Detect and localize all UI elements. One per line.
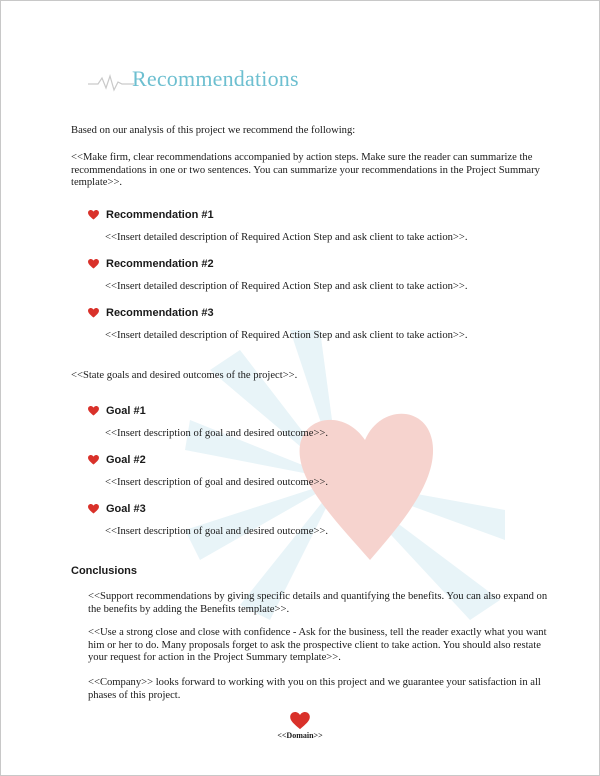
recommendations-instruction: <<Make firm, clear recommendations accompanied by action steps. Make sure the reader can summarize the recommendations in one or two sentences. You can summarize your recommendations in the Project Summary template>>. (71, 152, 540, 189)
intro-text: Based on our analysis of this project we recommend the following: (71, 125, 356, 136)
goal-label: Goal #3 (106, 503, 146, 515)
recommendation-description: <<Insert detailed description of Required Action Step and ask client to take action>>. (105, 281, 468, 292)
heart-icon (290, 712, 310, 730)
recommendation-description: <<Insert detailed description of Required Action Step and ask client to take action>>. (105, 232, 468, 243)
goal-label: Goal #2 (106, 454, 146, 466)
page-footer (270, 712, 330, 740)
goal-description: <<Insert description of goal and desired outcome>>. (105, 526, 329, 537)
recommendation-label: Recommendation #1 (106, 209, 214, 221)
conclusions-paragraph: <<Use a strong close and close with confidence - Ask for the business, tell the reader exactly what you want him or her to do. Many proposals forget to ask the prospective client to take action. You should also restate your request for action in the Project Summary template>>. (88, 627, 547, 664)
goal-label: Goal #1 (106, 405, 146, 417)
heart-icon (88, 308, 99, 318)
conclusions-paragraph: <<Support recommendations by giving specific details and quantifying the benefits. You can also expand on the benefits by adding the Benefits template>>. (88, 591, 548, 615)
heart-icon (88, 455, 99, 465)
recommendation-label: Recommendation #2 (106, 258, 214, 270)
heart-icon (88, 504, 99, 514)
goal-description: <<Insert description of goal and desired outcome>>. (105, 428, 329, 439)
recommendation-description: <<Insert detailed description of Required Action Step and ask client to take action>>. (105, 330, 468, 341)
footer-domain: <<Domain>> (277, 731, 323, 740)
heart-icon (88, 259, 99, 269)
conclusions-paragraph: <<Company>> looks forward to working with you on this project and we guarantee your satisfaction in all phases of this project. (88, 677, 541, 701)
goal-description: <<Insert description of goal and desired outcome>>. (105, 477, 329, 488)
recommendation-label: Recommendation #3 (106, 307, 214, 319)
conclusions-heading: Conclusions (71, 565, 138, 577)
goals-instruction: <<State goals and desired outcomes of the project>>. (71, 370, 298, 381)
page-title: Recommendations (132, 66, 299, 91)
heart-icon (88, 406, 99, 416)
heartbeat-line-icon (88, 74, 134, 92)
heart-icon (88, 210, 99, 220)
